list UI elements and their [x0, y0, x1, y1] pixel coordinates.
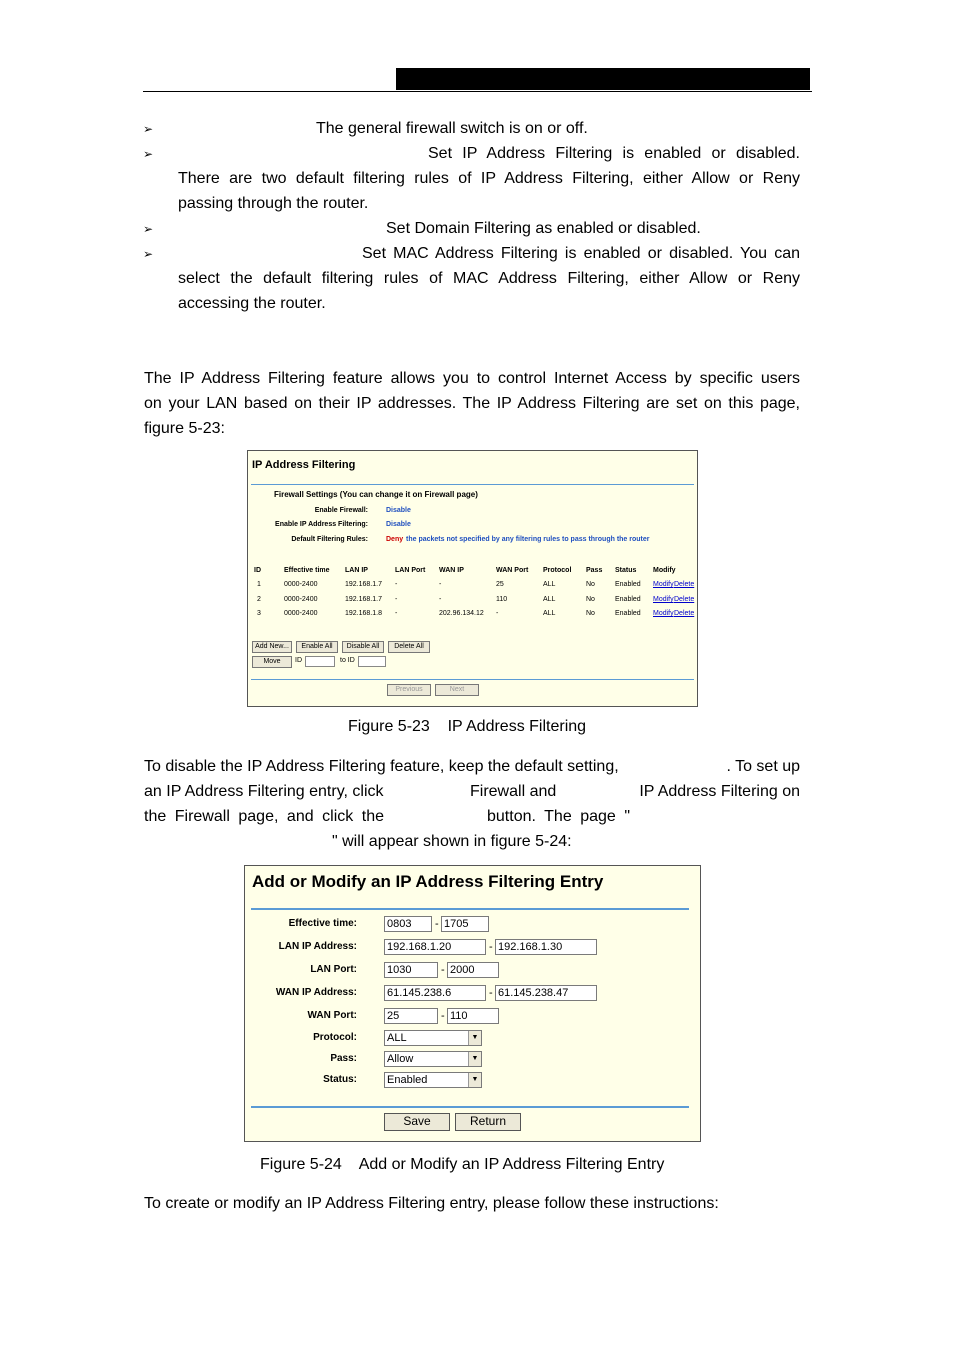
delete-link[interactable]: Delete — [674, 596, 695, 603]
dash: - — [441, 964, 445, 976]
wan-port-from-input[interactable]: 25 — [384, 1008, 438, 1024]
lan-port-from-input[interactable]: 1030 — [384, 962, 438, 978]
bullet-icon: ➢ — [143, 247, 154, 261]
lan-ip-from-input[interactable]: 192.168.1.20 — [384, 939, 486, 955]
fig24-caption: Figure 5-24 Add or Modify an IP Address Filtering Entry — [260, 1156, 665, 1173]
fig23-to-id-label: to ID — [340, 657, 355, 664]
modify-link[interactable]: Modify — [653, 596, 674, 603]
bullet-domain-text: Set Domain Filtering as enabled or disabled. — [386, 220, 701, 237]
fig23-deny-text: Deny — [386, 536, 404, 543]
move-to-id-input[interactable] — [358, 656, 386, 667]
fig23-enable-firewall-label: Enable Firewall: — [314, 507, 368, 514]
closing-text: To create or modify an IP Address Filtering entry, please follow these instructions: — [144, 1195, 719, 1212]
fig23-col-pass: Pass — [586, 567, 603, 574]
fig23-col-protocol: Protocol — [543, 567, 572, 574]
chevron-down-icon[interactable]: ▼ — [468, 1052, 481, 1066]
fig23-col-status: Status — [615, 567, 637, 574]
fig23-col-wan-ip: WAN IP — [439, 567, 464, 574]
protocol-label: Protocol: — [313, 1032, 357, 1043]
delete-all-button[interactable]: Delete All — [388, 641, 430, 653]
table-row: 3 0000-2400 192.168.1.8 - 202.96.134.12 - ALL No Enabled Modify Delete — [257, 610, 695, 617]
add-new-button[interactable]: Add New... — [252, 641, 292, 653]
effective-time-from-input[interactable]: 0803 — [384, 916, 432, 932]
previous-button[interactable]: Previous — [387, 684, 431, 696]
fig23-settings-heading: Firewall Settings (You can change it on Firewall page) — [274, 490, 478, 499]
mid-line3-b: button. The page " — [487, 808, 630, 825]
pass-selected-value: Allow — [387, 1053, 414, 1065]
fig23-enable-ip-filter-label: Enable IP Address Filtering: — [275, 521, 368, 528]
fig24-title: Add or Modify an IP Address Filtering Entry — [252, 872, 604, 891]
delete-link[interactable]: Delete — [674, 610, 695, 617]
dash: - — [435, 918, 439, 930]
save-button[interactable]: Save — [384, 1113, 450, 1131]
status-select[interactable] — [384, 1072, 482, 1088]
header-rule — [143, 91, 812, 92]
fig23-top-rule — [251, 484, 694, 485]
mid-line2-a: an IP Address Filtering entry, click — [144, 783, 384, 800]
mid-line1: To disable the IP Address Filtering feature, keep the default setting, — [144, 758, 619, 775]
chevron-down-icon[interactable]: ▼ — [468, 1073, 481, 1087]
fig23-col-time: Effective time — [284, 567, 330, 574]
move-from-id-input[interactable] — [305, 656, 335, 667]
fig24-bottom-rule — [251, 1106, 689, 1108]
mid-line4: " will appear shown in figure 5-24: — [332, 833, 572, 850]
bullet-mac-line2: select the default filtering rules of MAC Address Filtering, either Allow or Reny — [178, 270, 800, 287]
mid-line3-a: the Firewall page, and click the — [144, 808, 384, 825]
status-selected-value: Enabled — [387, 1074, 428, 1086]
mid-line1-end: . To set up — [726, 758, 800, 775]
table-row: 1 0000-2400 192.168.1.7 - - 25 ALL No Enabled Modify Delete — [257, 581, 695, 588]
lan-ip-to-input[interactable]: 192.168.1.30 — [495, 939, 597, 955]
intro-line1: The IP Address Filtering feature allows you to control Internet Access by specific users — [144, 370, 800, 387]
next-button[interactable]: Next — [435, 684, 479, 696]
bullet-ip-filter-line3: passing through the router. — [178, 195, 369, 212]
fig23-id-label: ID — [295, 657, 302, 664]
chevron-down-icon[interactable]: ▼ — [468, 1031, 481, 1045]
fig23-col-lan-ip: LAN IP — [345, 567, 368, 574]
enable-all-button[interactable]: Enable All — [296, 641, 338, 653]
protocol-select[interactable] — [384, 1030, 482, 1046]
dash: - — [441, 1010, 445, 1022]
lan-port-to-input[interactable]: 2000 — [447, 962, 499, 978]
bullet-icon: ➢ — [143, 222, 154, 236]
bullet-ip-filter-line2: There are two default filtering rules of IP Address Filtering, either Allow or Reny — [178, 170, 800, 187]
table-row: 2 0000-2400 192.168.1.7 - - 110 ALL No Enabled Modify Delete — [257, 596, 695, 603]
pass-select[interactable] — [384, 1051, 482, 1067]
move-button[interactable]: Move — [252, 656, 292, 668]
modify-link[interactable]: Modify — [653, 581, 674, 588]
wan-ip-to-input[interactable]: 61.145.238.47 — [495, 985, 597, 1001]
delete-link[interactable]: Delete — [674, 581, 695, 588]
bullet-firewall-text: The general firewall switch is on or off. — [316, 120, 588, 137]
fig23-default-rules-label: Default Filtering Rules: — [291, 536, 368, 543]
lan-ip-label: LAN IP Address: — [278, 941, 357, 952]
figure-ip-filtering-screenshot — [247, 450, 698, 707]
fig24-top-rule — [251, 908, 689, 910]
return-button[interactable]: Return — [455, 1113, 521, 1131]
fig23-bottom-rule — [251, 679, 694, 680]
dash: - — [489, 941, 493, 953]
pass-label: Pass: — [330, 1053, 357, 1064]
fig23-title: IP Address Filtering — [252, 459, 356, 471]
wan-port-label: WAN Port: — [307, 1010, 357, 1021]
bullet-mac-line3: accessing the router. — [178, 295, 326, 312]
bullet-icon: ➢ — [143, 122, 154, 136]
mid-line2-b: Firewall and — [470, 783, 557, 800]
disable-all-button[interactable]: Disable All — [342, 641, 384, 653]
fig23-col-lan-port: LAN Port — [395, 567, 426, 574]
fig23-col-id: ID — [254, 567, 261, 574]
figure-add-modify-entry-screenshot — [244, 865, 701, 1142]
fig23-caption: Figure 5-23 IP Address Filtering — [348, 718, 587, 735]
bullet-icon: ➢ — [143, 147, 154, 161]
fig23-col-modify: Modify — [653, 567, 676, 574]
header-bar — [396, 68, 810, 90]
protocol-selected-value: ALL — [387, 1032, 407, 1044]
intro-line2: on your LAN based on their IP addresses. The IP Address Filtering are set on this page, — [144, 395, 800, 412]
fig23-enable-ip-filter-value: Disable — [386, 521, 411, 528]
dash: - — [489, 987, 493, 999]
effective-time-label: Effective time: — [288, 918, 357, 929]
modify-link[interactable]: Modify — [653, 610, 674, 617]
wan-port-to-input[interactable]: 110 — [447, 1008, 499, 1024]
fig23-col-wan-port: WAN Port — [496, 567, 529, 574]
mid-line2-c: IP Address Filtering on — [639, 783, 800, 800]
lan-port-label: LAN Port: — [310, 964, 357, 975]
wan-ip-label: WAN IP Address: — [275, 987, 357, 998]
status-label: Status: — [323, 1074, 357, 1085]
bullet-mac-line1: Set MAC Address Filtering is enabled or disabled. You can — [362, 245, 800, 262]
intro-line3: figure 5-23: — [144, 420, 225, 437]
bullet-ip-filter-line1: Set IP Address Filtering is enabled or disabled. — [428, 145, 800, 162]
fig23-rules-text: the packets not specified by any filtering rules to pass through the router — [406, 536, 650, 543]
wan-ip-from-input[interactable]: 61.145.238.6 — [384, 985, 486, 1001]
fig23-enable-firewall-value: Disable — [386, 507, 411, 514]
effective-time-to-input[interactable]: 1705 — [441, 916, 489, 932]
